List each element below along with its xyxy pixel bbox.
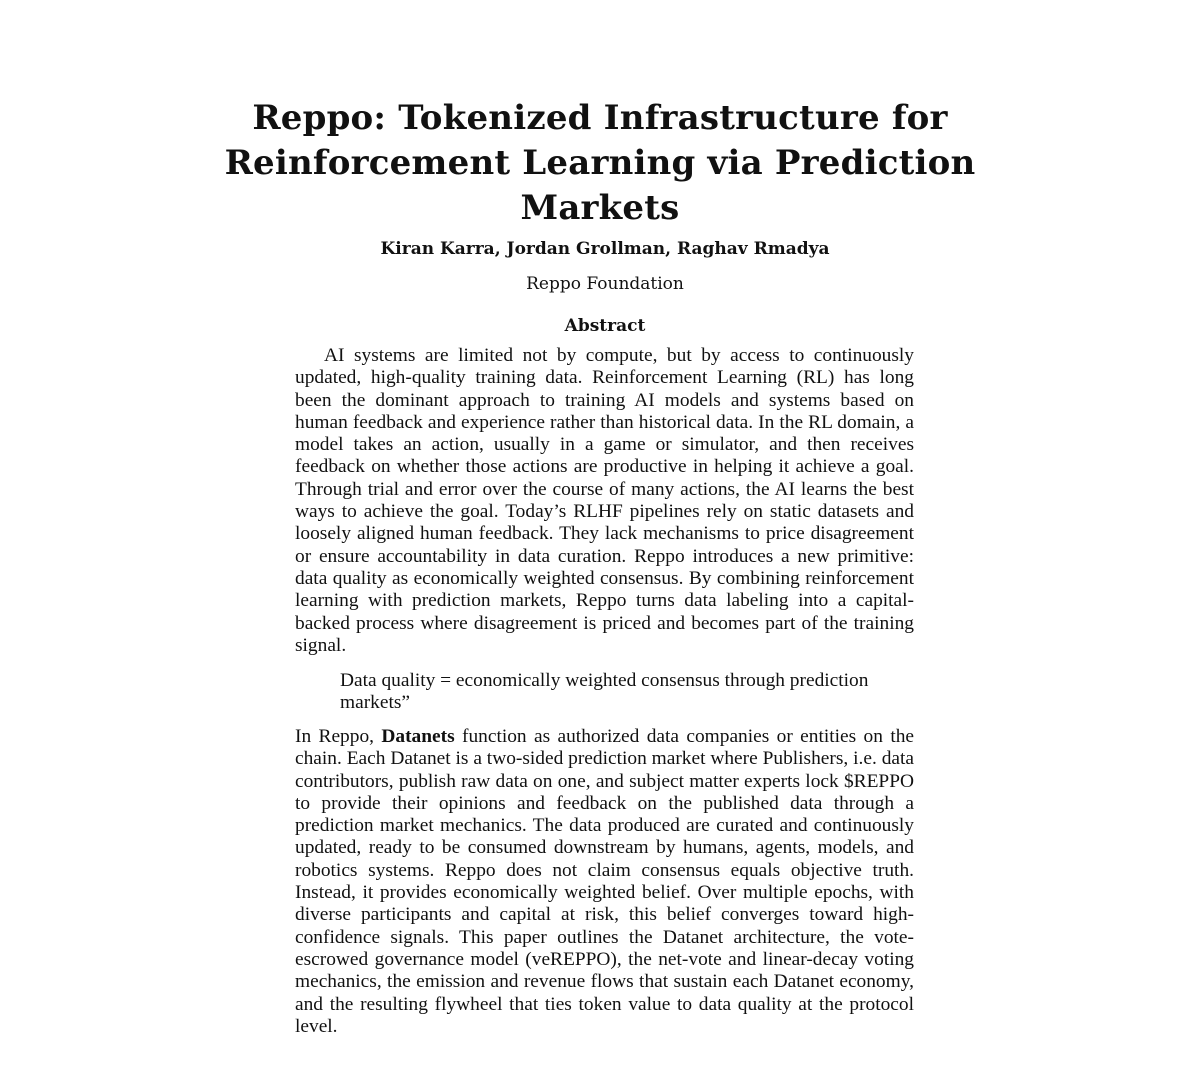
paragraph-2-prefix: In Reppo, <box>295 726 382 747</box>
paper-title: Reppo: Tokenized Infrastructure for Reinforcement Learning via Prediction Markets <box>224 98 976 228</box>
paper-authors: Kiran Karra, Jordan Grollman, Raghav Rmadya <box>380 239 830 259</box>
abstract-quote: Data quality = economically weighted consensus through prediction markets” <box>340 670 869 714</box>
abstract-heading: Abstract <box>564 316 646 336</box>
datanets-term: Datanets <box>381 726 455 747</box>
abstract-paragraph-2 <box>295 726 914 1038</box>
paragraph-2-body: function as authorized data companies or entities on the chain. Each Datanet is a two-sided prediction market where Publishers, i.e. data contributors, publish raw data on one, and subject matter experts lock $REPPO to provide their opinions and feedback on the published data through a prediction market mechanics. The data produced are curated and continuously updated, ready to be consumed downstream by humans, agents, models, and robotics systems. Reppo does not claim consensus equals objective truth. Instead, it provides economically weighted belief. Over multiple epochs, with diverse participants and capital at risk, this belief converges toward high-confidence signals. This paper outlines the Datanet architecture, the vote-escrowed governance model (veREPPO), the net-vote and linear-decay voting mechanics, the emission and revenue flows that sustain each Datanet economy, and the resulting flywheel that ties token value to data quality at the protocol level. <box>295 726 915 1037</box>
paper-affiliation: Reppo Foundation <box>526 274 684 294</box>
abstract-paragraph-1: AI systems are limited not by compute, but by access to continuously updated, high-quality training data. Reinforcement Learning (RL) has long been the dominant approach to training AI models and systems based on human feedback and experience rather than historical data. In the RL domain, a model takes an action, usually in a game or simulator, and then receives feedback on whether those actions are productive in helping it achieve a goal. Through trial and error over the course of many actions, the AI learns the best ways to achieve the goal. Today’s RLHF pipelines rely on static datasets and loosely aligned human feedback. They lack mechanisms to price disagreement or ensure accountability in data curation. Reppo introduces a new primitive: data quality as economically weighted consensus. By combining reinforcement learning with prediction markets, Reppo turns data labeling into a capital-backed process where disagreement is priced and becomes part of the training signal. <box>295 345 914 656</box>
